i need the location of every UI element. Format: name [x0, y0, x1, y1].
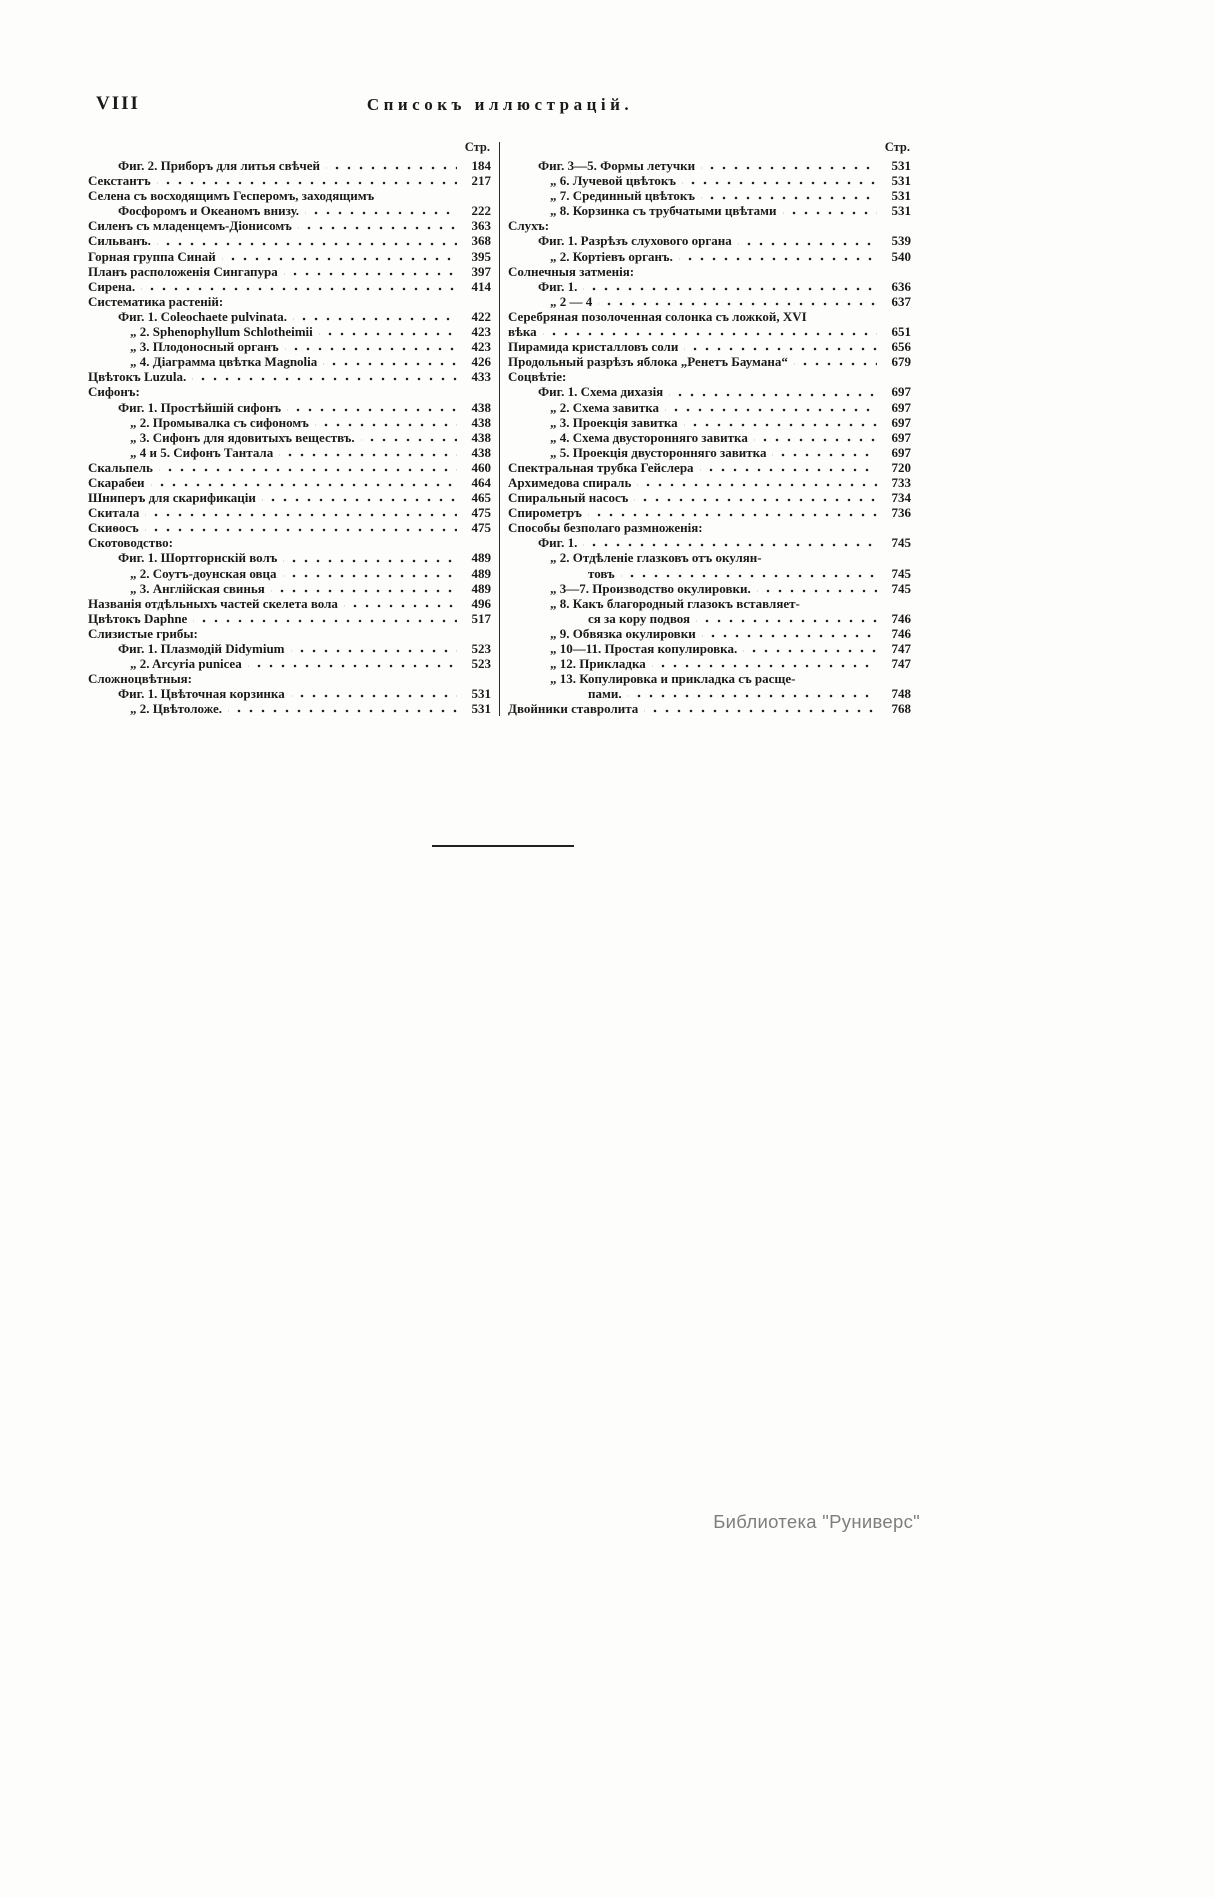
- entry-text: „ 7. Срединный цвѣтокъ: [550, 188, 695, 204]
- entry-text: Скальпель: [88, 459, 153, 475]
- toc-entry: [508, 701, 911, 716]
- entry-page-number: 531: [891, 188, 911, 204]
- leader-dots: [634, 490, 877, 505]
- toc-entry: [88, 566, 491, 581]
- toc-entry: [88, 445, 491, 460]
- toc-entry: [508, 339, 911, 354]
- entry-page-number: 184: [471, 158, 491, 173]
- entry-text: Фиг. 1. Плазмодій Didymium: [118, 641, 285, 656]
- entry-page-number: 465: [471, 490, 491, 506]
- toc-entry: [88, 249, 491, 264]
- toc-entry: [88, 611, 491, 626]
- leader-dots: [222, 249, 457, 264]
- toc-entry: [88, 656, 491, 671]
- entry-page-number: 531: [891, 173, 911, 189]
- leader-dots: [157, 233, 457, 248]
- toc-entry: [508, 158, 911, 173]
- toc-entry: [508, 490, 911, 505]
- entry-text: „ 10—11. Простая копулировка.: [550, 641, 738, 656]
- leader-dots: [293, 309, 457, 324]
- leader-dots: [783, 203, 877, 218]
- leader-dots: [326, 158, 457, 173]
- toc-entry: [508, 188, 911, 203]
- leader-dots: [684, 339, 877, 354]
- leader-dots: [193, 611, 457, 626]
- entry-page-number: 679: [891, 354, 911, 370]
- entry-text: „ 2. Схема завитка: [550, 399, 660, 415]
- entry-page-number: 496: [471, 595, 491, 611]
- entry-page-number: 736: [891, 505, 911, 521]
- entry-page-number: 697: [891, 399, 911, 415]
- leader-dots: [588, 505, 877, 520]
- entry-page-number: 768: [891, 701, 911, 717]
- toc-entry: [508, 249, 911, 264]
- leader-dots: [145, 520, 457, 535]
- toc-entry: [88, 384, 491, 399]
- entry-page-number: 531: [891, 158, 911, 173]
- leader-dots: [700, 460, 877, 475]
- entry-text: Фиг. 1. Простѣйшій сифонъ: [118, 399, 282, 415]
- leader-dots: [248, 656, 457, 671]
- entry-text: Сильванъ.: [88, 233, 151, 249]
- column-divider: [499, 142, 500, 716]
- leader-dots: [159, 460, 457, 475]
- entry-text: Двойники ставролита: [508, 701, 639, 717]
- leader-dots: [145, 505, 457, 520]
- entry-text: „ 5. Проекція двусторонняго завитка: [550, 444, 767, 460]
- entry-text: Скитала: [88, 505, 140, 521]
- toc-entry: [508, 550, 911, 565]
- entry-page-number: 539: [891, 233, 911, 249]
- leader-dots: [319, 324, 457, 339]
- entry-page-number: 523: [471, 656, 491, 672]
- toc-entry: [508, 686, 911, 701]
- toc-entries-left: [88, 158, 491, 716]
- entry-text: „ 4. Схема двусторонняго завитка: [550, 429, 748, 445]
- toc-entry: [508, 535, 911, 550]
- leader-dots: [291, 641, 457, 656]
- toc-entry: [88, 475, 491, 490]
- entry-text: „ 2. Промывалка съ сифономъ: [130, 414, 309, 430]
- entry-page-number: 734: [891, 490, 911, 506]
- toc-entry: [88, 173, 491, 188]
- toc-entry: [88, 581, 491, 596]
- toc-column-right: [508, 140, 911, 716]
- toc-entry: [508, 324, 911, 339]
- entry-text: „ 4 и 5. Сифонъ Тантала: [130, 444, 274, 460]
- toc-entries-right: [508, 158, 911, 716]
- leader-dots: [679, 249, 877, 264]
- entry-text: „ 2. Кортіевъ органъ.: [550, 248, 673, 264]
- entry-text: Цвѣтокъ Luzula.: [88, 369, 187, 385]
- leader-dots: [543, 324, 877, 339]
- leader-dots: [665, 400, 877, 415]
- entry-text: Скотоводство:: [88, 535, 173, 551]
- entry-page-number: 651: [891, 324, 911, 340]
- toc-entry: [508, 279, 911, 294]
- toc-entry: [508, 641, 911, 656]
- entry-text: Слухъ:: [508, 218, 550, 234]
- leader-dots: [652, 656, 877, 671]
- entry-page-number: 540: [891, 248, 911, 264]
- leader-dots: [696, 611, 877, 626]
- entry-page-number: 438: [471, 414, 491, 430]
- toc-entry: [508, 581, 911, 596]
- leader-dots: [598, 294, 877, 309]
- entry-page-number: 720: [891, 459, 911, 475]
- toc-entry: [508, 354, 911, 369]
- leader-dots: [669, 384, 877, 399]
- entry-page-number: 475: [471, 520, 491, 536]
- page-folio: VIII: [96, 93, 140, 114]
- toc-entry: [508, 264, 911, 279]
- entry-text: „ 3. Проекція завитка: [550, 414, 678, 430]
- toc-entry: [508, 671, 911, 686]
- entry-text: Фиг. 1. Цвѣточная корзинка: [118, 686, 285, 702]
- entry-text: пами.: [588, 686, 622, 702]
- entry-text: „ 2 — 4: [550, 293, 593, 309]
- entry-page-number: 636: [891, 278, 911, 294]
- toc-entry: [88, 490, 491, 505]
- toc-entry: [88, 415, 491, 430]
- entry-page-number: 475: [471, 505, 491, 521]
- toc-entry: [508, 460, 911, 475]
- entry-page-number: 489: [471, 580, 491, 596]
- entry-text: Сифонъ:: [88, 384, 140, 400]
- entry-text: „ 3—7. Производство окулировки.: [550, 580, 751, 596]
- leader-dots: [344, 596, 457, 611]
- entry-text: „ 2. Sphenophyllum Schlotheimii: [130, 324, 313, 340]
- entry-page-number: 489: [471, 550, 491, 566]
- toc-entry: [508, 369, 911, 384]
- entry-text: Секстантъ: [88, 173, 151, 189]
- entry-text: „ 3. Плодоносный органъ: [130, 339, 279, 355]
- leader-dots: [628, 686, 877, 701]
- toc-entry: [508, 203, 911, 218]
- leader-dots: [743, 641, 877, 656]
- entry-text: Фиг. 1. Coleochaete pulvinata.: [118, 308, 287, 324]
- toc-entry: [508, 415, 911, 430]
- entry-text: Фиг. 2. Приборъ для литья свѣчей: [118, 158, 320, 173]
- entry-text: „ 6. Лучевой цвѣтокъ: [550, 173, 676, 189]
- leader-dots: [794, 354, 877, 369]
- entry-text: „ 8. Какъ благородный глазокъ вставляет-: [550, 595, 800, 611]
- entry-page-number: 531: [471, 701, 491, 717]
- entry-text: Шниперъ для скарификаціи: [88, 490, 256, 506]
- toc-entry: [508, 596, 911, 611]
- entry-text: Систематика растеній:: [88, 293, 224, 309]
- entry-page-number: 697: [891, 444, 911, 460]
- toc-entry: [88, 460, 491, 475]
- toc-entry: [508, 626, 911, 641]
- entry-text: Фиг. 1. Разрѣзъ слухового органа: [538, 233, 732, 249]
- toc-entry: [88, 264, 491, 279]
- entry-page-number: 747: [891, 641, 911, 656]
- entry-text: Архимедова спираль: [508, 474, 632, 490]
- toc-entry: [508, 611, 911, 626]
- leader-dots: [285, 339, 457, 354]
- entry-text: Селена съ восходящимъ Гесперомъ, заходящимъ: [88, 188, 375, 204]
- entry-page-number: 464: [471, 474, 491, 490]
- leader-dots: [583, 535, 877, 550]
- leader-dots: [284, 264, 457, 279]
- entry-page-number: 746: [891, 610, 911, 626]
- leader-dots: [291, 686, 457, 701]
- entry-page-number: 656: [891, 339, 911, 355]
- entry-text: Сирена.: [88, 278, 136, 294]
- leader-dots: [287, 400, 457, 415]
- entry-page-number: 438: [471, 429, 491, 445]
- illustration-index: [88, 140, 912, 716]
- entry-text: Фиг. 3—5. Формы летучки: [538, 158, 696, 173]
- entry-text: Названія отдѣльныхъ частей скелета вола: [88, 595, 338, 611]
- column-header-right: Стр.: [884, 140, 910, 154]
- entry-text: Спирометръ: [508, 505, 582, 521]
- leader-dots: [283, 566, 457, 581]
- column-header-left: Стр.: [464, 140, 490, 154]
- entry-page-number: 531: [471, 686, 491, 702]
- library-watermark: Библиотека "Руниверс": [713, 1511, 920, 1532]
- entry-text: Силенъ съ младенцемъ-Діонисомъ: [88, 218, 292, 234]
- entry-page-number: 363: [471, 218, 491, 234]
- toc-entry: [88, 701, 491, 716]
- leader-dots: [644, 701, 877, 716]
- entry-text: товъ: [588, 565, 615, 581]
- entry-text: вѣка: [508, 324, 537, 340]
- entry-text: Сложноцвѣтныя:: [88, 671, 192, 687]
- leader-dots: [323, 354, 457, 369]
- entry-text: Соцвѣтіе:: [508, 369, 567, 385]
- toc-entry: [508, 520, 911, 535]
- leader-dots: [305, 203, 457, 218]
- entry-text: „ 2. Отдѣленіе глазковъ отъ окулян-: [550, 550, 762, 566]
- toc-entry: [88, 626, 491, 641]
- leader-dots: [315, 415, 457, 430]
- toc-entry: [88, 279, 491, 294]
- toc-entry: [88, 188, 491, 203]
- toc-entry: [508, 309, 911, 324]
- entry-page-number: 697: [891, 414, 911, 430]
- leader-dots: [262, 490, 457, 505]
- toc-entry: [508, 430, 911, 445]
- entry-page-number: 637: [891, 293, 911, 309]
- toc-entry: [508, 656, 911, 671]
- entry-page-number: 517: [471, 610, 491, 626]
- entry-text: Планъ расположенія Сингапура: [88, 263, 278, 279]
- toc-entry: [508, 384, 911, 399]
- entry-text: „ 2. Соутъ-доунская овца: [130, 565, 277, 581]
- leader-dots: [702, 626, 877, 641]
- leader-dots: [754, 430, 877, 445]
- entry-page-number: 438: [471, 444, 491, 460]
- entry-page-number: 697: [891, 429, 911, 445]
- leader-dots: [151, 475, 457, 490]
- toc-entry: [508, 218, 911, 233]
- toc-entry: [508, 505, 911, 520]
- section-divider: [432, 845, 574, 847]
- entry-text: Продольный разрѣзъ яблока „Ренетъ Баумана“: [508, 354, 788, 370]
- entry-page-number: 217: [471, 173, 491, 189]
- entry-text: Слизистые грибы:: [88, 625, 198, 641]
- toc-entry: [508, 475, 911, 490]
- leader-dots: [279, 445, 457, 460]
- toc-column-left: [88, 140, 491, 716]
- entry-text: „ 3. Англійская свинья: [130, 580, 265, 596]
- entry-page-number: 414: [471, 278, 491, 294]
- entry-page-number: 423: [471, 339, 491, 355]
- toc-entry: [88, 686, 491, 701]
- entry-text: Спектральная трубка Гейслера: [508, 459, 694, 475]
- toc-entry: [88, 233, 491, 248]
- leader-dots: [192, 369, 457, 384]
- toc-entry: [508, 233, 911, 248]
- entry-text: Цвѣтокъ Daphne: [88, 610, 188, 626]
- entry-page-number: 368: [471, 233, 491, 249]
- entry-page-number: 397: [471, 263, 491, 279]
- entry-page-number: 745: [891, 535, 911, 551]
- entry-text: Фиг. 1. Шортгорнскій волъ: [118, 550, 278, 566]
- toc-entry: [508, 566, 911, 581]
- entry-page-number: 423: [471, 324, 491, 340]
- entry-text: Фиг. 1.: [538, 535, 578, 551]
- leader-dots: [298, 218, 457, 233]
- entry-text: Спиральный насосъ: [508, 490, 629, 506]
- entry-page-number: 460: [471, 459, 491, 475]
- leader-dots: [141, 279, 457, 294]
- entry-text: „ 13. Копулировка и прикладка съ расще-: [550, 671, 796, 687]
- toc-entry: [88, 535, 491, 550]
- entry-page-number: 733: [891, 474, 911, 490]
- leader-dots: [271, 581, 457, 596]
- toc-entry: [88, 369, 491, 384]
- toc-entry: [88, 520, 491, 535]
- leader-dots: [701, 188, 877, 203]
- entry-text: Способы безполаго размноженія:: [508, 520, 703, 536]
- leader-dots: [157, 173, 457, 188]
- entry-text: „ 12. Прикладка: [550, 656, 646, 672]
- toc-entry: [88, 641, 491, 656]
- toc-entry: [508, 445, 911, 460]
- entry-text: Скиѳосъ: [88, 520, 139, 536]
- leader-dots: [682, 173, 877, 188]
- entry-page-number: 747: [891, 656, 911, 672]
- leader-dots: [283, 550, 457, 565]
- entry-page-number: 489: [471, 565, 491, 581]
- leader-dots: [684, 415, 877, 430]
- toc-entry: [508, 294, 911, 309]
- entry-page-number: 748: [891, 686, 911, 702]
- leader-dots: [228, 701, 457, 716]
- entry-text: Фиг. 1.: [538, 278, 578, 294]
- entry-page-number: 433: [471, 369, 491, 385]
- entry-text: „ 9. Обвязка окулировки: [550, 625, 696, 641]
- toc-entry: [508, 400, 911, 415]
- entry-text: Фосфоромъ и Океаномъ внизу.: [118, 203, 300, 219]
- entry-page-number: 697: [891, 384, 911, 400]
- entry-page-number: 222: [471, 203, 491, 219]
- entry-page-number: 395: [471, 248, 491, 264]
- toc-entry: [88, 203, 491, 218]
- entry-text: „ 3. Сифонъ для ядовитыхъ веществъ.: [130, 429, 355, 445]
- entry-text: Солнечныя затменія:: [508, 263, 635, 279]
- entry-text: ся за кору подвоя: [588, 610, 691, 626]
- toc-entry: [88, 339, 491, 354]
- entry-page-number: 438: [471, 399, 491, 415]
- leader-dots: [583, 279, 877, 294]
- toc-entry: [88, 430, 491, 445]
- leader-dots: [621, 566, 877, 581]
- entry-page-number: 745: [891, 580, 911, 596]
- entry-page-number: 746: [891, 625, 911, 641]
- toc-entry: [88, 354, 491, 369]
- leader-dots: [361, 430, 457, 445]
- entry-text: „ 2. Arcyria punicea: [130, 656, 242, 672]
- entry-page-number: 426: [471, 354, 491, 370]
- entry-text: Пирамида кристалловъ соли: [508, 339, 679, 355]
- toc-entry: [88, 596, 491, 611]
- entry-text: Скарабеи: [88, 474, 145, 490]
- entry-text: „ 8. Корзинка съ трубчатыми цвѣтами: [550, 203, 777, 219]
- entry-page-number: 523: [471, 641, 491, 656]
- entry-text: Горная группа Синай: [88, 248, 216, 264]
- toc-entry: [88, 294, 491, 309]
- toc-entry: [88, 505, 491, 520]
- entry-text: „ 2. Цвѣтоложе.: [130, 701, 222, 717]
- entry-page-number: 422: [471, 308, 491, 324]
- entry-page-number: 745: [891, 565, 911, 581]
- leader-dots: [701, 158, 877, 173]
- entry-text: Фиг. 1. Схема дихазія: [538, 384, 664, 400]
- entry-text: „ 4. Діаграмма цвѣтка Magnolia: [130, 354, 318, 370]
- toc-entry: [88, 550, 491, 565]
- toc-entry: [508, 173, 911, 188]
- toc-entry: [88, 218, 491, 233]
- entry-page-number: 531: [891, 203, 911, 219]
- toc-entry: [88, 324, 491, 339]
- leader-dots: [738, 233, 877, 248]
- entry-text: Серебряная позолоченная солонка съ ложкой, XVI: [508, 308, 807, 324]
- leader-dots: [757, 581, 877, 596]
- leader-dots: [772, 445, 877, 460]
- page-title: Списокъ иллюстрацій.: [366, 95, 634, 114]
- leader-dots: [637, 475, 877, 490]
- toc-entry: [88, 158, 491, 173]
- toc-entry: [88, 309, 491, 324]
- toc-entry: [88, 400, 491, 415]
- toc-entry: [88, 671, 491, 686]
